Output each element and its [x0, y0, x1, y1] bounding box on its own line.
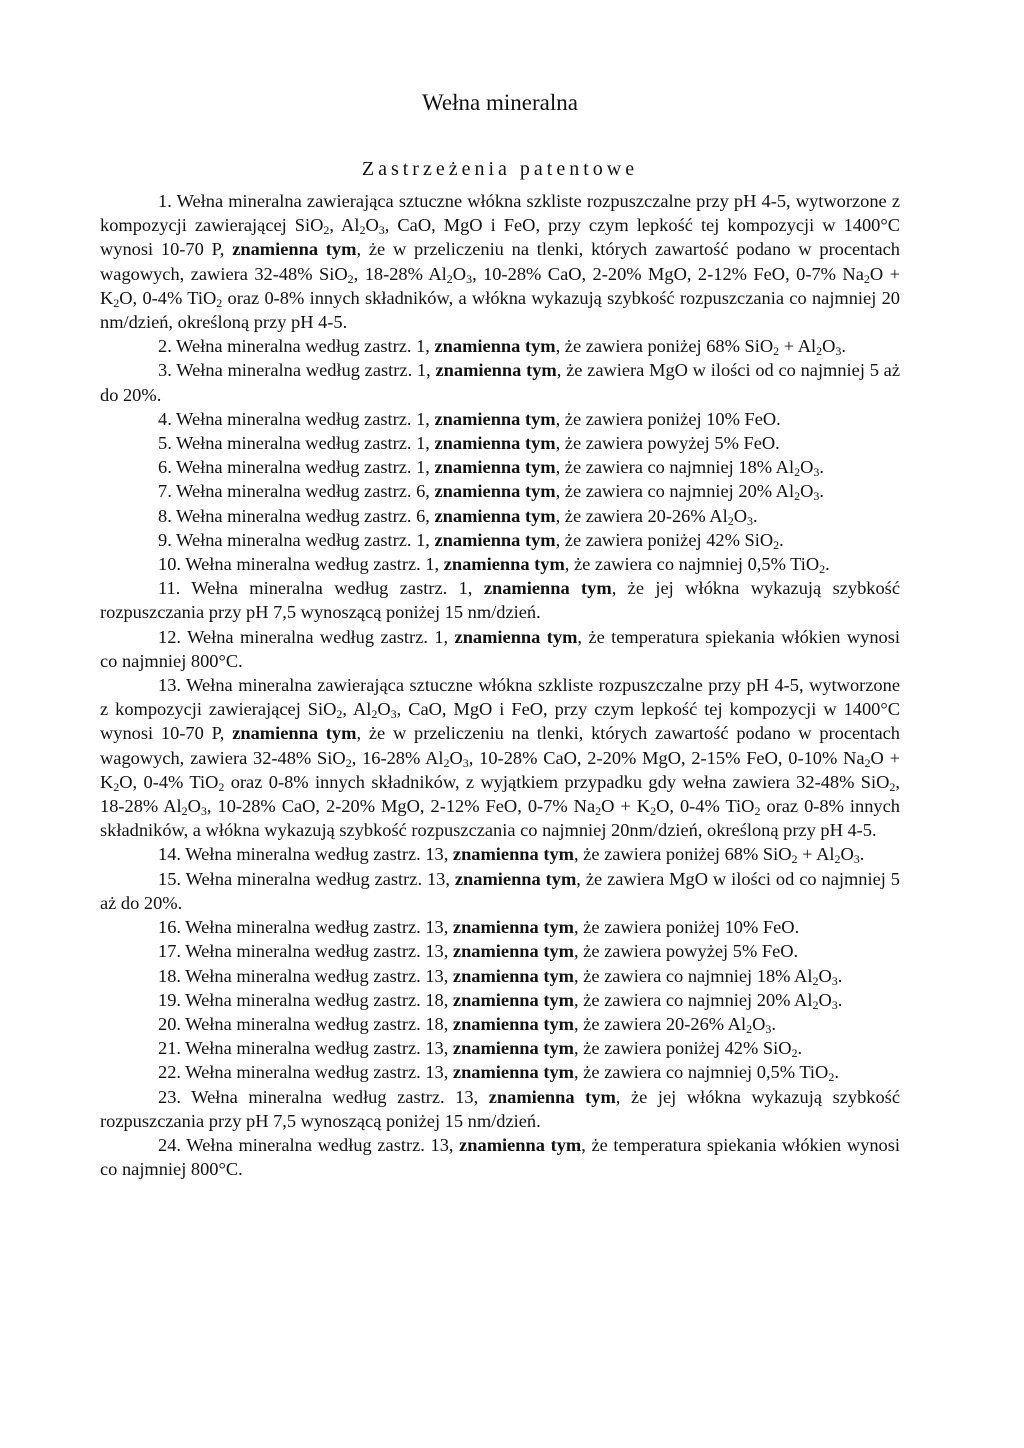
- claim-item: [100, 431, 900, 455]
- claim-keyword: znamienna tym: [443, 554, 565, 575]
- claim-text: Wełna mineralna według zastrz. 1,: [171, 529, 435, 550]
- subscript: 3: [200, 804, 207, 819]
- claim-keyword: znamienna tym: [452, 1013, 574, 1034]
- claim-number: 22.: [158, 1062, 181, 1083]
- claim-item: [100, 1060, 900, 1084]
- claim-text: O: [840, 844, 854, 865]
- claim-item: [100, 552, 900, 576]
- claim-item: [100, 673, 900, 842]
- claim-item: [100, 1085, 900, 1133]
- claim-text: , że zawiera co najmniej 20% Al: [573, 989, 813, 1010]
- claim-text: .: [779, 529, 784, 550]
- claim-text: O + K: [601, 796, 651, 817]
- claim-text: , że jej włókna wykazują szybkość rozpuszczania przy pH 7,5 wynoszącą poniżej 15 nm/dzień.: [100, 1086, 900, 1131]
- claim-item: [100, 915, 900, 939]
- claim-text: , że zawiera co najmniej 18% Al: [573, 965, 813, 986]
- subscript: 2: [791, 852, 798, 867]
- subscript: 2: [359, 223, 366, 238]
- claim-text: Wełna mineralna według zastrz. 13,: [181, 917, 453, 938]
- subscript: 2: [773, 344, 780, 359]
- claim-keyword: znamienna tym: [452, 965, 574, 986]
- claim-text: O, 0-4% TiO: [656, 796, 755, 817]
- claim-keyword: znamienna tym: [454, 868, 577, 889]
- subscript: 2: [113, 295, 120, 310]
- claim-number: 13.: [158, 675, 181, 696]
- claim-text: oraz 0-8% innych składników, z wyjątkiem przypadku gdy wełna zawiera 32-48% SiO: [224, 771, 890, 792]
- claim-keyword: znamienna tym: [434, 408, 556, 429]
- claim-text: Wełna mineralna zawierająca sztuczne włókna szkliste rozpuszczalne przy pH 4-5, wytworzone z kompozycji zawierającej SiO: [100, 675, 900, 720]
- claim-keyword: znamienna tym: [452, 1062, 574, 1083]
- claim-text: , 10-28% CaO, 2-20% MgO, 2-15% FeO, 0-10% Na: [468, 747, 865, 768]
- claim-text: , że zawiera powyżej 5% FeO.: [555, 433, 780, 454]
- claim-text: .: [797, 1038, 803, 1059]
- subscript: 2: [113, 779, 120, 794]
- subscript: 2: [345, 755, 352, 770]
- claim-text: + Al: [779, 336, 817, 357]
- subscript: 2: [812, 973, 819, 988]
- claim-text: Wełna mineralna według zastrz. 1,: [181, 626, 455, 647]
- subscript: 3: [765, 1021, 772, 1036]
- claim-text: .: [819, 457, 824, 478]
- claim-text: Wełna mineralna według zastrz. 1,: [181, 554, 444, 575]
- claim-text: , że temperatura spiekania włókien wynosi co najmniej 800°C.: [100, 1134, 900, 1180]
- document-subtitle: Zastrzeżenia patentowe: [361, 158, 639, 180]
- claim-keyword: znamienna tym: [488, 1086, 616, 1107]
- claim-number: 6.: [158, 457, 172, 478]
- claim-number: 5.: [158, 433, 172, 454]
- claim-number: 8.: [158, 505, 172, 526]
- claim-number: 11.: [158, 578, 181, 599]
- claim-text: , że zawiera poniżej 68% SiO: [555, 336, 774, 357]
- claim-number: 2.: [158, 336, 172, 357]
- claim-number: 14.: [158, 844, 181, 865]
- subscript: 3: [462, 755, 469, 770]
- subscript: 2: [812, 997, 819, 1012]
- claim-number: 7.: [158, 481, 172, 502]
- claim-number: 20.: [158, 1013, 181, 1034]
- subscript: 2: [443, 755, 450, 770]
- claim-text: O: [377, 699, 391, 720]
- claim-text: , że w przeliczeniu na tlenki, których zawartość podano w procentach wagowych, zawiera 32-48% SiO: [100, 723, 900, 768]
- subscript: 2: [889, 779, 896, 794]
- claim-item: [100, 939, 900, 963]
- claim-keyword: znamienna tym: [452, 844, 574, 865]
- claim-text: O: [449, 747, 463, 768]
- claim-text: , że temperatura spiekania włókien wynosi co najmniej 800°C.: [100, 626, 900, 671]
- claim-item: [100, 964, 900, 988]
- claim-keyword: znamienna tym: [483, 578, 612, 599]
- claim-text: , CaO, MgO i FeO, przy czym lepkość tej kompozycji w 1400°C wynosi 10-70 P,: [100, 699, 901, 744]
- claim-text: O + K: [100, 747, 900, 792]
- claim-text: oraz 0-8% innych składników, a włókna wykazują szybkość rozpuszczania co najmniej 20 nm/dzień, określoną przy pH 4-5.: [100, 287, 900, 333]
- subscript: 2: [595, 804, 602, 819]
- claim-text: Wełna mineralna według zastrz. 1,: [171, 360, 436, 381]
- subscript: 3: [831, 973, 838, 988]
- claim-item: [100, 1012, 900, 1036]
- claim-keyword: znamienna tym: [454, 626, 578, 647]
- claim-text: , że zawiera poniżej 10% FeO.: [573, 917, 800, 938]
- claim-text: , Al: [342, 699, 372, 720]
- claim-text: Wełna mineralna według zastrz. 1,: [171, 457, 435, 478]
- claim-text: .: [819, 481, 824, 502]
- claim-number: 23.: [158, 1086, 181, 1107]
- claim-text: O: [800, 481, 814, 502]
- claim-number: 24.: [158, 1134, 181, 1155]
- subscript: 2: [216, 295, 223, 310]
- claim-text: Wełna mineralna według zastrz. 13,: [181, 868, 455, 889]
- claim-item: [100, 1036, 900, 1060]
- subscript: 3: [831, 997, 838, 1012]
- claim-text: O: [752, 1013, 766, 1034]
- claim-number: 4.: [158, 408, 172, 429]
- claim-item: [100, 625, 900, 673]
- claim-text: O: [733, 505, 747, 526]
- claim-text: .: [771, 1013, 776, 1034]
- subscript: 2: [218, 779, 225, 794]
- claim-text: O + K: [100, 263, 900, 308]
- subscript: 2: [746, 1021, 753, 1036]
- document-title: Wełna mineralna: [422, 90, 578, 115]
- subscript: 3: [813, 489, 820, 504]
- subscript: 3: [466, 271, 473, 286]
- claim-text: Wełna mineralna według zastrz. 13,: [181, 1086, 489, 1107]
- subscript: 2: [323, 223, 330, 238]
- claim-keyword: znamienna tym: [452, 917, 574, 938]
- subscript: 3: [746, 513, 753, 528]
- claim-text: O: [818, 989, 832, 1010]
- claim-item: [100, 455, 900, 479]
- subscript: 2: [773, 537, 780, 552]
- subscript: 3: [378, 223, 385, 238]
- claim-text: Wełna mineralna według zastrz. 13,: [181, 941, 453, 962]
- claim-keyword: znamienna tym: [452, 1038, 574, 1059]
- claim-text: .: [752, 505, 758, 526]
- claim-text: O: [187, 796, 201, 817]
- claim-text: , 18-28% Al: [100, 771, 900, 817]
- claim-text: .: [825, 554, 830, 575]
- subscript: 2: [446, 271, 453, 286]
- claim-text: , że zawiera poniżej 42% SiO: [573, 1038, 792, 1059]
- claim-text: , 18-28% Al: [353, 263, 447, 284]
- subscript: 3: [853, 852, 860, 867]
- claim-text: , że zawiera co najmniej 0,5% TiO: [573, 1062, 829, 1083]
- claim-number: 18.: [158, 965, 181, 986]
- claim-keyword: znamienna tym: [434, 505, 556, 526]
- claim-text: , że zawiera poniżej 68% SiO: [573, 844, 792, 865]
- subscript: 2: [650, 804, 657, 819]
- claim-keyword: znamienna tym: [434, 529, 556, 550]
- claim-text: , że zawiera 20-26% Al: [573, 1013, 747, 1034]
- claim-item: [100, 842, 900, 866]
- claim-item: [100, 528, 900, 552]
- claim-keyword: znamienna tym: [232, 239, 357, 260]
- claim-text: , że zawiera MgO w ilości od co najmniej 5 aż do 20%.: [100, 360, 900, 405]
- claim-number: 21.: [158, 1038, 181, 1059]
- claim-text: Wełna mineralna według zastrz. 1,: [180, 578, 484, 599]
- subscript: 2: [794, 465, 801, 480]
- claim-text: , że jej włókna wykazują szybkość rozpuszczania przy pH 7,5 wynoszącą poniżej 15 nm/dzień.: [100, 578, 900, 623]
- claim-number: 1.: [158, 191, 172, 211]
- claim-item: [100, 358, 900, 406]
- subscript: 2: [754, 804, 761, 819]
- claim-item: [100, 407, 900, 431]
- claim-text: Wełna mineralna według zastrz. 6,: [171, 481, 435, 502]
- claim-item: [100, 1133, 900, 1181]
- subscript: 2: [816, 344, 823, 359]
- claim-text: Wełna mineralna według zastrz. 6,: [171, 505, 435, 526]
- claim-text: oraz 0-8% innych składników, a włókna wykazują szybkość rozpuszczania co najmniej 20nm/dzień, określoną przy pH 4-5.: [100, 796, 900, 841]
- subscript: 2: [819, 562, 826, 577]
- claim-text: , że zawiera co najmniej 20% Al: [555, 481, 795, 502]
- claim-text: , 10-28% CaO, 2-20% MgO, 2-12% FeO, 0-7% Na: [206, 796, 596, 817]
- claim-number: 12.: [158, 626, 181, 647]
- subscript: 3: [813, 465, 820, 480]
- subscript: 2: [347, 271, 354, 286]
- claim-text: O, 0-4% TiO: [119, 771, 219, 792]
- subscript: 2: [181, 804, 188, 819]
- claim-item: [100, 576, 900, 624]
- claim-text: Wełna mineralna według zastrz. 1,: [171, 433, 435, 454]
- claim-text: , 10-28% CaO, 2-20% MgO, 2-12% FeO, 0-7% Na: [472, 263, 864, 284]
- claim-text: , że zawiera powyżej 5% FeO.: [573, 941, 799, 962]
- claim-text: Wełna mineralna według zastrz. 18,: [181, 1013, 453, 1034]
- claim-number: 17.: [158, 941, 181, 962]
- claim-item: [100, 189, 900, 334]
- claim-text: , że zawiera 20-26% Al: [555, 505, 728, 526]
- claim-keyword: znamienna tym: [434, 433, 556, 454]
- subscript: 3: [390, 707, 397, 722]
- claim-keyword: znamienna tym: [435, 360, 557, 381]
- claim-text: , 16-28% Al: [351, 747, 444, 768]
- subscript: 2: [371, 707, 378, 722]
- claim-keyword: znamienna tym: [434, 481, 556, 502]
- subscript: 2: [863, 271, 870, 286]
- subscript: 2: [864, 755, 871, 770]
- subscript: 2: [794, 489, 801, 504]
- subscript: 2: [336, 707, 343, 722]
- claim-text: , że w przeliczeniu na tlenki, których zawartość podano w procentach wagowych, zawiera 32-48% SiO: [100, 239, 900, 284]
- claim-text: , Al: [329, 215, 360, 236]
- claim-text: Wełna mineralna zawierająca sztuczne włókna szkliste rozpuszczalne przy pH 4-5, wytworzone z kompozycji zawierającej SiO: [100, 191, 900, 236]
- subscript: 2: [791, 1046, 798, 1061]
- claim-text: Wełna mineralna według zastrz. 13,: [181, 1038, 453, 1059]
- claim-text: , że zawiera poniżej 42% SiO: [555, 529, 774, 550]
- claim-text: Wełna mineralna według zastrz. 1,: [171, 408, 435, 429]
- claim-keyword: znamienna tym: [452, 941, 574, 962]
- claim-text: Wełna mineralna według zastrz. 18,: [181, 989, 453, 1010]
- claim-text: Wełna mineralna według zastrz. 13,: [181, 965, 453, 986]
- claim-number: 16.: [158, 917, 181, 938]
- claim-item: [100, 988, 900, 1012]
- claim-text: , że zawiera MgO w ilości od co najmniej 5 aż do 20%.: [100, 868, 900, 913]
- claim-number: 10.: [158, 554, 181, 575]
- claim-item: [100, 334, 900, 358]
- claim-text: + Al: [797, 844, 835, 865]
- claim-text: .: [837, 989, 843, 1010]
- claim-text: .: [859, 844, 865, 865]
- claim-text: , że zawiera poniżej 10% FeO.: [555, 408, 781, 429]
- claim-number: 9.: [158, 529, 172, 550]
- claim-text: O: [365, 215, 379, 236]
- claim-keyword: znamienna tym: [434, 457, 556, 478]
- claim-item: [100, 504, 900, 528]
- subscript: 2: [828, 1070, 835, 1085]
- claim-item: [100, 867, 900, 915]
- claim-number: 3.: [158, 360, 172, 381]
- claim-text: Wełna mineralna według zastrz. 13,: [181, 1062, 453, 1083]
- claims-list: [100, 189, 900, 1181]
- claim-keyword: znamienna tym: [232, 723, 357, 744]
- subscript: 3: [835, 344, 842, 359]
- claim-keyword: znamienna tym: [459, 1134, 582, 1155]
- claim-text: , że zawiera co najmniej 18% Al: [555, 457, 795, 478]
- claim-text: , że zawiera co najmniej 0,5% TiO: [564, 554, 820, 575]
- claim-text: Wełna mineralna według zastrz. 13,: [181, 1134, 460, 1155]
- claim-text: O, 0-4% TiO: [119, 287, 217, 308]
- subscript: 2: [834, 852, 841, 867]
- claim-text: .: [841, 336, 846, 357]
- claim-text: O: [818, 965, 832, 986]
- claim-text: Wełna mineralna według zastrz. 1,: [171, 336, 435, 357]
- claim-number: 15.: [158, 868, 181, 889]
- claim-text: O: [822, 336, 836, 357]
- claim-text: O: [452, 263, 467, 284]
- claim-keyword: znamienna tym: [452, 989, 574, 1010]
- claim-text: O: [800, 457, 814, 478]
- claim-item: [100, 479, 900, 503]
- claim-number: 19.: [158, 989, 181, 1010]
- claim-text: .: [834, 1062, 839, 1083]
- subscript: 2: [727, 513, 734, 528]
- claim-text: .: [837, 965, 843, 986]
- claim-text: Wełna mineralna według zastrz. 13,: [181, 844, 453, 865]
- claim-text: , CaO, MgO i FeO, przy czym lepkość tej kompozycji w 1400°C wynosi 10-70 P,: [100, 215, 900, 260]
- claim-keyword: znamienna tym: [434, 336, 556, 357]
